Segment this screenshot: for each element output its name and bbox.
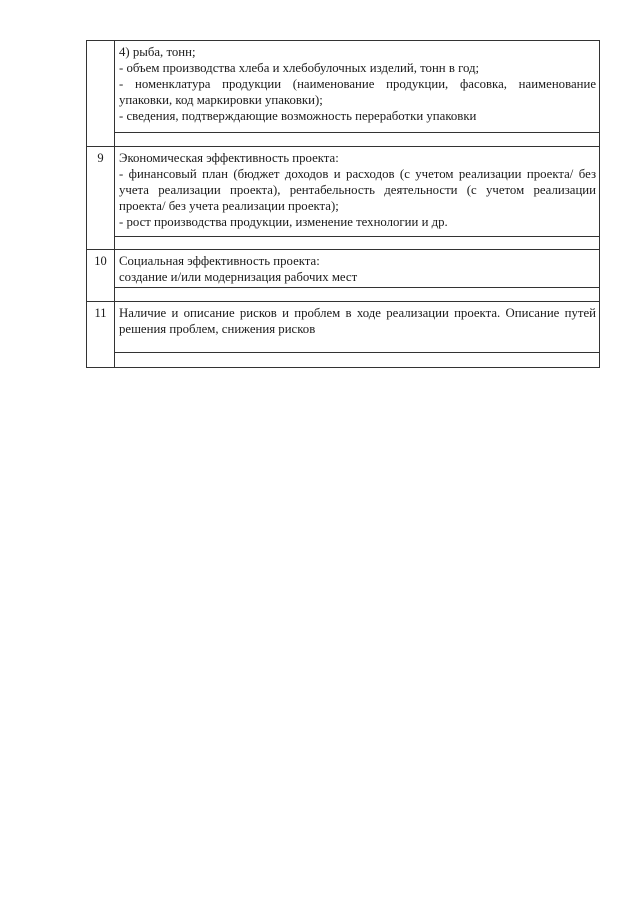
- list-item: Социальная эффективность проекта:: [119, 254, 320, 268]
- row-body: [115, 147, 599, 249]
- row-body: [115, 302, 599, 367]
- empty-subrow: [115, 236, 599, 249]
- row-content: [115, 302, 599, 352]
- list-item: Наличие и описание рисков и проблем в ходе реализации проекта. Описание путей решения проблем, снижения рисков: [119, 306, 596, 336]
- row-number: 11: [87, 302, 115, 367]
- table-row: [87, 249, 599, 301]
- table-row: [87, 301, 599, 367]
- list-item: - финансовый план (бюджет доходов и расходов (с учетом реализации проекта/ без учета реализации проекта), рентабельность деятельности (с учетом реализации проекта/ без учета реализации проекта);: [119, 167, 596, 213]
- row-content: [115, 250, 599, 287]
- empty-subrow: [115, 287, 599, 301]
- requirements-table: [86, 40, 600, 368]
- table-row: [87, 41, 599, 146]
- row-number: 10: [87, 250, 115, 301]
- empty-subrow: [115, 132, 599, 146]
- row-number: [87, 41, 115, 146]
- row-content: [115, 41, 599, 132]
- row-content: [115, 147, 599, 236]
- list-item: Экономическая эффективность проекта:: [119, 151, 339, 165]
- list-item: 4) рыба, тонн;: [119, 45, 196, 59]
- empty-subrow: [115, 352, 599, 367]
- row-body: [115, 250, 599, 301]
- row-number: 9: [87, 147, 115, 249]
- list-item: - объем производства хлеба и хлебобулочных изделий, тонн в год;: [119, 61, 480, 75]
- list-item: - сведения, подтверждающие возможность переработки упаковки: [119, 109, 477, 123]
- list-item: - рост производства продукции, изменение технологии и др.: [119, 215, 448, 229]
- list-item: создание и/или модернизация рабочих мест: [119, 270, 358, 284]
- table-row: [87, 146, 599, 249]
- row-body: [115, 41, 599, 146]
- list-item: - номенклатура продукции (наименование продукции, фасовка, наименование упаковки, код маркировки упаковки);: [119, 77, 596, 107]
